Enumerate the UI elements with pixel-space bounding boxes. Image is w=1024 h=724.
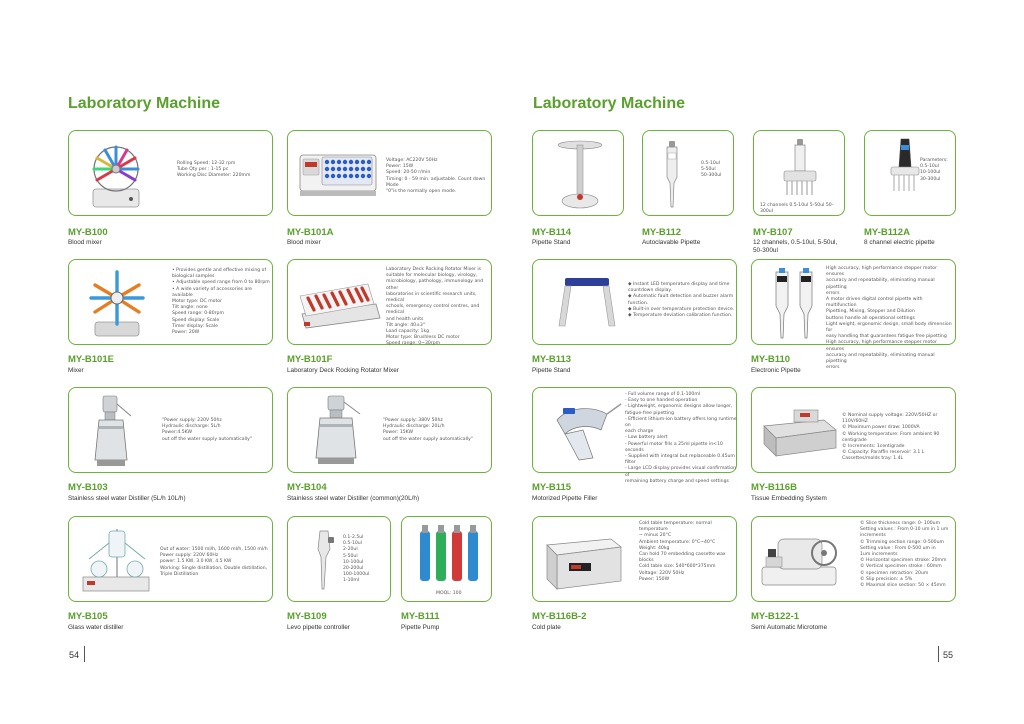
product-code: MY-B116B-2 — [532, 611, 587, 622]
page-number-left: 54 — [69, 650, 80, 660]
product-card-my-b115 — [532, 387, 737, 484]
product-name: Autoclavable Pipette — [642, 239, 701, 246]
product-card-my-b116b-2 — [532, 516, 737, 602]
product-name: Semi Automatic Microtome — [751, 624, 828, 631]
product-code: MY-B104 — [287, 482, 327, 493]
page-number-divider — [84, 646, 85, 662]
product-name: Blood mixer — [68, 239, 102, 246]
product-card-my-b107 — [753, 130, 845, 216]
product-name: Cold plate — [532, 624, 561, 631]
product-card-my-b104 — [287, 387, 492, 473]
product-card-my-b109 — [287, 516, 391, 602]
product-name: Electronic Pipette — [751, 367, 801, 374]
product-specs: Laboratory Deck Rocking Rotator Mixer is suitable for molecular biology, virology, microbiology, pathology, immunology and other laboratories in scientific research units, medical schools, emergency control centres, and medical and health units Tilt angle: 40±3° Load capacity: 1kg Motor type: Brushless DC motor Speed range: 0~30rpm — [386, 267, 484, 347]
product-specs: Rolling Speed: 12-32 rpm Tube Qty per : 1-15 pc Working Disc Diameter: 220mm — [177, 161, 251, 179]
electric-pipette-image — [887, 137, 923, 207]
product-specs: High accuracy, high performance stepper motor ensures accuracy and repeatability, eliminating manual pipetting errors A motor driven digital control pipette with multifunction Pipetting, Mixing, Stepper and Dilution buttons handle all operational settings Light weight, ergonomic design, small body dimension for easy handling that guarantees fatigue free pipetting High accuracy, high performance stepper motor ensures accuracy and repeatability, eliminating manual pipetting errors — [826, 266, 952, 371]
product-card-my-b101e — [68, 259, 273, 345]
product-card-my-b112 — [642, 130, 734, 216]
product-name: Pipette Pump — [401, 624, 440, 631]
product-name: Laboratory Deck Rocking Rotator Mixer — [287, 367, 399, 374]
product-code: MY-B101F — [287, 354, 333, 365]
pipette-stand-image — [557, 272, 617, 334]
product-card-my-b113 — [532, 259, 737, 345]
product-name: Tissue Embedding System — [751, 495, 827, 502]
product-card-my-b103 — [68, 387, 273, 473]
product-specs: Parameters: 0.5-10ul 10-100ul 30-300ul — [920, 158, 948, 182]
product-specs: "Power supply: 220V 50hz Hydraulic discharge: 5L/h Power:4.5KW out off the water supply automatically" — [162, 418, 252, 442]
product-specs: ◆ Instant LED temperature display and time countdown display. ◆ Automatic fault detection and buzzer alarm function. ◆ Built-in over temperature protection device. ◆ Temperature deviation calibration function. — [628, 282, 735, 319]
water-distiller-image — [306, 394, 366, 470]
autoclavable-pipette-image — [659, 139, 685, 211]
product-code: MY-B101E — [68, 354, 114, 365]
product-specs: Voltage: AC220V 50Hz Power: 15W Speed: 20-50 r/min Timing: 0 - 59 min. adjustable. Count down Mode "0"is the normally open mode. — [386, 158, 486, 195]
product-name: Mixer — [68, 367, 84, 374]
cold-plate-image — [541, 529, 625, 593]
page-number-divider — [938, 646, 939, 662]
product-code: MY-B115 — [532, 482, 572, 493]
product-specs: 12 channels 0.5-10ul 5-50ul 50-300ul — [760, 203, 834, 215]
product-card-my-b101f — [287, 259, 492, 345]
product-specs: © Slice thickness range: 0- 100um Setting values : From 0-10 um in 1 um increments © Trimming section range: 0-500um Setting value : From 0-500 um in 1um increments © Horizontal specimen stroke: 20mm © Vertical specimen stroke : 60mm © specimen retraction: 20um © Slip precision: ± 5% © Maximal slice section: 50 × 45mm — [860, 521, 949, 589]
product-name: Levo pipette controller — [287, 624, 350, 631]
product-card-my-b101a — [287, 130, 492, 216]
product-name: Pipette Stand — [532, 367, 571, 374]
product-specs: 0.5-10ul 5-50ul 50-300ul — [701, 161, 722, 179]
page-number-right: 55 — [943, 650, 954, 660]
product-code: MY-B110 — [751, 354, 791, 365]
product-card-my-b100 — [68, 130, 273, 216]
product-code: MY-B112 — [642, 227, 682, 238]
product-specs: MOQL: 100 — [436, 591, 462, 596]
product-card-my-b122-1 — [751, 516, 956, 602]
product-specs: "Power supply: 380V 50hz Hydraulic discharge: 20L/h Power: 15KW out off the water supply automatically" — [383, 418, 473, 442]
product-card-my-b111 — [401, 516, 492, 602]
multichannel-pipette-image — [780, 137, 820, 199]
mixer-image — [81, 266, 153, 340]
product-card-my-b112a — [864, 130, 956, 216]
pipette-controller-image — [308, 527, 338, 593]
product-name: Stainless steel water Distiller (common)(20L/h) — [287, 495, 420, 502]
right-page-title: Laboratory Machine — [533, 95, 686, 112]
product-name: Pipette Stand — [532, 239, 571, 246]
product-code: MY-B113 — [532, 354, 572, 365]
product-name: Blood mixer — [287, 239, 321, 246]
product-name: Motorized Pipette Filler — [532, 495, 598, 502]
product-code: MY-B111 — [401, 611, 440, 622]
microtome-image — [758, 527, 842, 593]
product-card-my-b114 — [532, 130, 624, 216]
glass-distiller-image — [79, 523, 155, 597]
product-code: MY-B103 — [68, 482, 108, 493]
pipette-stand-image — [553, 137, 607, 211]
product-name: Stainless steel water Distiller (5L/h 10L/h) — [68, 495, 186, 502]
product-name: 12 channels, 0.5-10ul, 5-50ul, 50-300ul — [753, 239, 838, 254]
product-code: MY-B101A — [287, 227, 334, 238]
pipette-pump-image — [412, 523, 482, 585]
product-name: Glass water distiller — [68, 624, 124, 631]
rocking-mixer-image — [296, 274, 382, 334]
product-code: MY-B112A — [864, 227, 910, 238]
product-specs: Cold table temperature: normal temperature ~ minus 20°C Ambient temperature: 0°C~40°C Weight: 40kg Can hold 70 embedding cassette wax blocks Cold table size: 540*600*375mm Voltage: 220V 50Hz Power: 150W — [639, 521, 726, 582]
tissue-embedding-image — [760, 406, 840, 458]
product-specs: • Provides gentle and effective mixing of biological samples • Adjustable speed range from 0 to 80rpm • A wide variety of accessories are available Motor type: DC motor Tilt angle: none Speed range: 0-80rpm Speed display: Scale Timer display: Scale Power: 20W — [172, 268, 270, 336]
product-card-my-b116b — [751, 387, 956, 473]
electronic-pipette-image — [766, 266, 826, 342]
product-code: MY-B116B — [751, 482, 797, 493]
product-specs: 0.1-2.5ul 0.5-10ul 2-20ul 5-50ul 10-100ul 20-200ul 100-1000ul 1-10ml — [343, 535, 370, 584]
product-specs: - Full volume range of 0.1-100ml - Easy to one handed operation - Lightweight, ergonomic designs allow longer, fatigue-free pipetting - Efficient lithium-ion battery offers long runtime on each charge - Low battery alert - Powerful motor fills a 25ml pipette in<10 seconds - Supplied with integral but replaceable 0.45um filter - Large LCD display provides visual confirmation of remaining battery charge and speed settings — [625, 392, 737, 484]
product-code: MY-B114 — [532, 227, 572, 238]
blood-mixer-image — [298, 149, 378, 199]
water-distiller-image — [87, 394, 137, 470]
product-code: MY-B109 — [287, 611, 327, 622]
product-code: MY-B107 — [753, 227, 793, 238]
left-page-title: Laboratory Machine — [68, 95, 221, 112]
product-code: MY-B105 — [68, 611, 108, 622]
blood-mixer-image — [83, 139, 149, 209]
product-name: 8 channel electric pipette — [864, 239, 935, 246]
pipette-filler-image — [549, 400, 625, 466]
product-card-my-b105 — [68, 516, 273, 602]
product-specs: © Nominal supply voltage: 220V/50HZ or 110V/60HZ © Maximum power draw: 1000VA © Working temperature: From ambient 90 centigrade © Increments: 1centigrade © Capacity: Paraffin reservoir: 3.1 L Cassettes/molds tray: 1.4L — [842, 413, 940, 462]
product-code: MY-B122-1 — [751, 611, 800, 622]
product-specs: Out of water: 1500 ml/h, 1600 ml/h, 1500 ml/h Power supply: 220V 60Hz power: 1.5 KW, 3.0 KW, 4.5 KW Working: Single distillation, Double distillation, Triple Distillation — [160, 547, 268, 577]
product-code: MY-B100 — [68, 227, 108, 238]
